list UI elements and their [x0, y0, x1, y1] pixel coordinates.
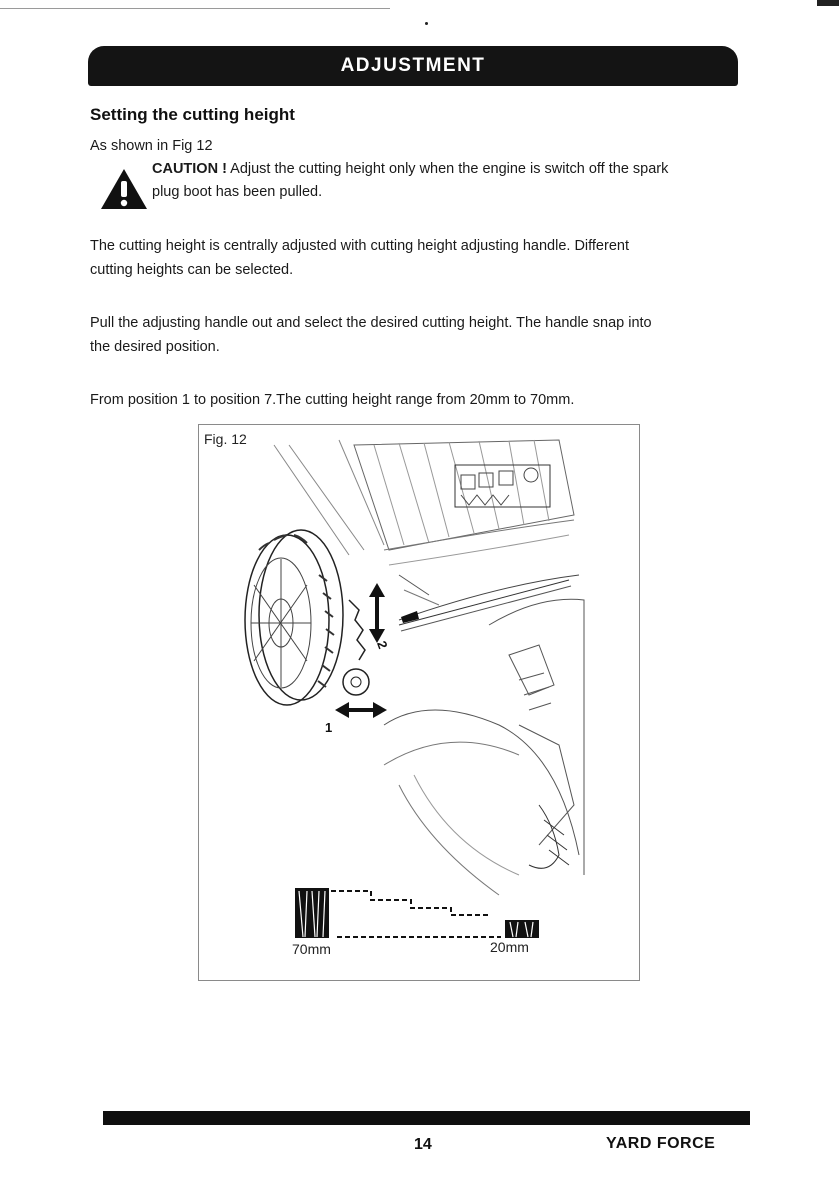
- paragraph-1: [90, 234, 740, 282]
- page-number: 14: [414, 1136, 432, 1153]
- paragraph-3: From position 1 to position 7.The cutting height range from 20mm to 70mm.: [90, 392, 575, 408]
- corner-mark: [817, 0, 839, 6]
- paragraph-2: [90, 311, 740, 359]
- brand-logo: YARD FORCE: [606, 1135, 716, 1152]
- header-title: ADJUSTMENT: [340, 55, 486, 76]
- caution-line-2: plug boot has been pulled.: [152, 184, 323, 200]
- caution-text-1: Adjust the cutting height only when the engine is switch off the spark: [226, 161, 669, 177]
- arrow-1-label: 1: [325, 720, 333, 735]
- min-height-label: 20mm: [490, 939, 529, 955]
- intro-text: As shown in Fig 12: [90, 138, 213, 154]
- warning-triangle-icon: [100, 168, 148, 210]
- section-header-bar: [88, 46, 738, 86]
- max-height-label: 70mm: [292, 941, 331, 957]
- paragraph-2-line-1: Pull the adjusting handle out and select the desired cutting height. The handle snap into: [90, 315, 652, 331]
- height-diagram: [295, 888, 539, 938]
- caution-block: [152, 158, 742, 204]
- mower-illustration: [199, 425, 637, 978]
- arrow-2-label: 2: [374, 638, 391, 651]
- caution-label: CAUTION !: [152, 161, 227, 177]
- paragraph-2-line-2: the desired position.: [90, 339, 220, 355]
- scan-speck: [425, 22, 428, 25]
- section-title: Setting the cutting height: [90, 105, 295, 124]
- paragraph-1-line-1: The cutting height is centrally adjusted with cutting height adjusting handle. Different: [90, 238, 629, 254]
- top-rule: [0, 8, 390, 9]
- figure-label: Fig. 12: [204, 431, 247, 447]
- footer-bar: [103, 1111, 750, 1125]
- paragraph-1-line-2: cutting heights can be selected.: [90, 262, 294, 278]
- caution-line-1: [152, 158, 742, 181]
